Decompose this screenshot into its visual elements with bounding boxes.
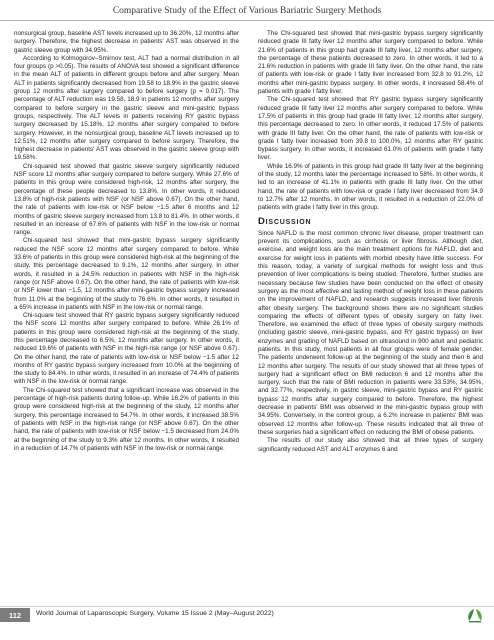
right-column — [258, 30, 483, 608]
body-paragraph: According to Kolmogorov–Smirnov test, ALT had a normal distribution in all four groups (p >0.05). The results of ANOVA test showed a significant difference in the mean ALT of patients in different groups before and after surgery. Mean ALT in patients significantly decreased from 19.58 to 18.9% in the gastric sleeve group 12 months after surgery compared to before surgery (p = 0.017). The percentage of ALT reduction was 19.58, 18.9 in patients 12 months after surgery compared to before surgery in the gastric sleeve and mini-gastric bypass groups, respectively. The ALT levels in patients receiving RY gastric bypass surgery decreased by 15.18%, 12 months after surgery compared to before surgery. However, in the nonsurgical group, baseline ALT levels increased up to 12.51%, 12 months after surgery compared to before surgery. Therefore, the highest decrease in patients' AST was observed in the gastric sleeve group with 19.58%. — [14, 54, 239, 162]
body-paragraph: Chi-squared test showed that mini-gastric bypass surgery significantly reduced the NSF score 12 months after surgery compared to before. While 33.6% of patients in this group were considered high-risk at the beginning of the study, this percentage decreased to 9.1%, 12 months after surgery. In other words, it resulted in a 24.5% reduction in patients with NSF in the high-risk range (or NSF above 0.67). On the other hand, the rate of patients with low-risk or NSF lower than −1.5, 12 months after mini-gastric bypass surgery increased from 11.0% at the beginning of the study to 76.6%. In other words, it resulted in a 65% increase in patients with NSF in the low-risk or normal range. — [14, 237, 239, 311]
section-heading-discussion: Discussion — [258, 215, 312, 227]
body-paragraph: nonsurgical group, baseline AST levels increased up to 36.20%, 12 months after surgery. Therefore, the highest decrease in patients' AST was observed in the gastric sleeve group with 34.95%. — [14, 30, 239, 54]
body-paragraph: The Chi-squared test showed that mini-gastric bypass surgery significantly reduced grade III fatty liver 12 months after surgery compared to before. While 21.6% of patients in this group had grade III fatty liver, 12 months after surgery, the percentage of these patients decreased to zero. In other words, it led to a 21.6% reduction in patients with grade III fatty liver. On the other hand, the rate of patients with low-risk or grade I fatty liver increased from 32.8 to 91.2%, 12 months after mini-gastric bypass surgery. In other words, it increased 58.4% of patients with grade I fatty liver. — [258, 30, 483, 96]
body-paragraph: The Chi-squared test showed that a significant increase was observed in the percentage of high-risk patients during follow-up. While 16.2% of patients in this group were considered high-risk at the beginning of the study, 12 months after surgery, this percentage increased to 54.7%. In other words, it increased 38.5% of patients with NSF in the high-risk range (or NSF above 0.67). On the other hand, the rate of patients with low-risk or NSF below −1.5 decreased from 24.0% at the beginning of the study to 9.3% after 12 months. In other words, it resulted in a reduction of 14.7% of patients with NSF in the low-risk or normal range. — [14, 386, 239, 452]
body-paragraph: Chi-square test showed that RY gastric bypass surgery significantly reduced the NSF score 12 months after surgery compared to before. While 26.1% of patients in this group were considered high-risk at the beginning of the study, this percentage decreased to 6.5%, 12 months after surgery. In other words, it reduced 19.6% of patients with NSF in the high-risk range (or NSF above 0.67). On the other hand, the rate of patients with low-risk or NSF below −1.5 after 12 months of RY gastric bypass surgery increased from 10.0% at the beginning of the study to 84.4%. In other words, it resulted in an increase of 74.4% of patients with NSF in the low-risk or normal range. — [14, 312, 239, 386]
body-paragraph: The results of our study also showed that all three types of surgery significantly reduced AST and ALT enzymes 6 and — [258, 437, 483, 453]
jaypee-logo-icon — [466, 607, 484, 623]
footer-rule — [0, 606, 494, 607]
body-paragraph: Chi-squared test showed that gastric sleeve surgery significantly reduced NSF score 12 months after surgery compared to before surgery. While 27.6% of patients in this group were considered high-risk, 12 months after surgery, the percentage of these people decreased to 13.8%. In other words, it reduced 13.8% of high-risk patients with NSF (or NSF above 0.67). On the other hand, the rate of patients with low-risk or NSF below −1.5 after 6 months and 12 months of gastric sleeve surgery increased from 13.8 to 81.4%. In other words, it resulted in an increase of 67.6% of patients with NSF in the low-risk or normal range. — [14, 162, 239, 237]
left-column — [14, 30, 239, 608]
page-number: 112 — [0, 608, 30, 622]
body-paragraph: Since NAFLD is the most common chronic liver disease, proper treatment can prevent its complications, such as cirrhosis or liver fibrosis. Although diet, exercise, and weight loss are the main treatment options for NAFLD, diet and exercise for weight loss in patients with morbid obesity have little success. For this reason, today, a variety of surgical methods for weight loss and thus prevention of liver complications is being studied. Therefore, further studies are necessary because few studies have been conducted on the effect of obesity surgery as the most effective and lasting method of weight loss in these patients on the improvement of NAFLD, and research suggests increased liver fibrosis after obesity surgery. The background shows there are no significant studies comparing the effects of different types of obesity surgery on fatty liver. Therefore, we examined the effect of three types of obesity surgery methods (including gastric sleeve, mini-gastric bypass, and RY gastric bypass) on liver enzymes and grading of NAFLD based on ultrasound in 900 adult and pediatric patients. In this study, most patients in all four groups were of female gender. The patients underwent follow-up at the beginning of the study and then 6 and 12 months after surgery. The results of our study showed that all three types of surgery had a significant effect on BMI reduction 6 and 12 months after the surgery, such that the rate of BMI reduction in patients were 33.53%, 34.95%, and 32.77%, respectively, in gastric sleeve, mini-gastric bypass and RY gastric bypass 12 months after surgery compared to before. Therefore, the highest decrease in patients' BMI was observed in the mini-gastric bypass group with 34.95%. Conversely, in the control group, a 6.2% increase in patients' BMI was observed 12 months after follow-up. These results indicated that all three of these surgeries had a significant effect on reducing the BMI of obese patients. — [258, 229, 483, 436]
header-rule — [0, 20, 494, 21]
body-paragraph: The Chi-squared test showed that RY gastric bypass surgery significantly reduced grade III fatty liver 12 months after surgery compared to before. While 17.5% of patients in this group had grade III fatty liver, 12 months after surgery, this percentage decreased to zero. In other words, it reduced 17.5% of patients with grade III fatty liver. On the other hand, the rate of patients with low-risk or grade I fatty liver increased from 39.8 to 100.0%, 12 months after RY gastric bypass surgery. In other words, it increased 61.0% of patients with grade I fatty liver. — [258, 96, 483, 162]
journal-citation: World Journal of Laparoscopic Surgery, Volume 15 Issue 2 (May–August 2022) — [36, 610, 274, 617]
running-title: Comparative Study of the Effect of Various Bariatric Surgery Methods — [112, 6, 382, 16]
body-paragraph: While 16.9% of patients in this group had grade III fatty liver at the beginning of the study, 12 months later the percentage increased to 58%. In other words, it led to an increase of 41.1% in patients with grade III fatty liver. On the other hand, the rate of patients with low-risk or grade I fatty liver decreased from 34.9 to 12.7% after 12 months. In other words, it resulted in a reduction of 22.0% of patients with grade I fatty liver in this group. — [258, 162, 483, 212]
